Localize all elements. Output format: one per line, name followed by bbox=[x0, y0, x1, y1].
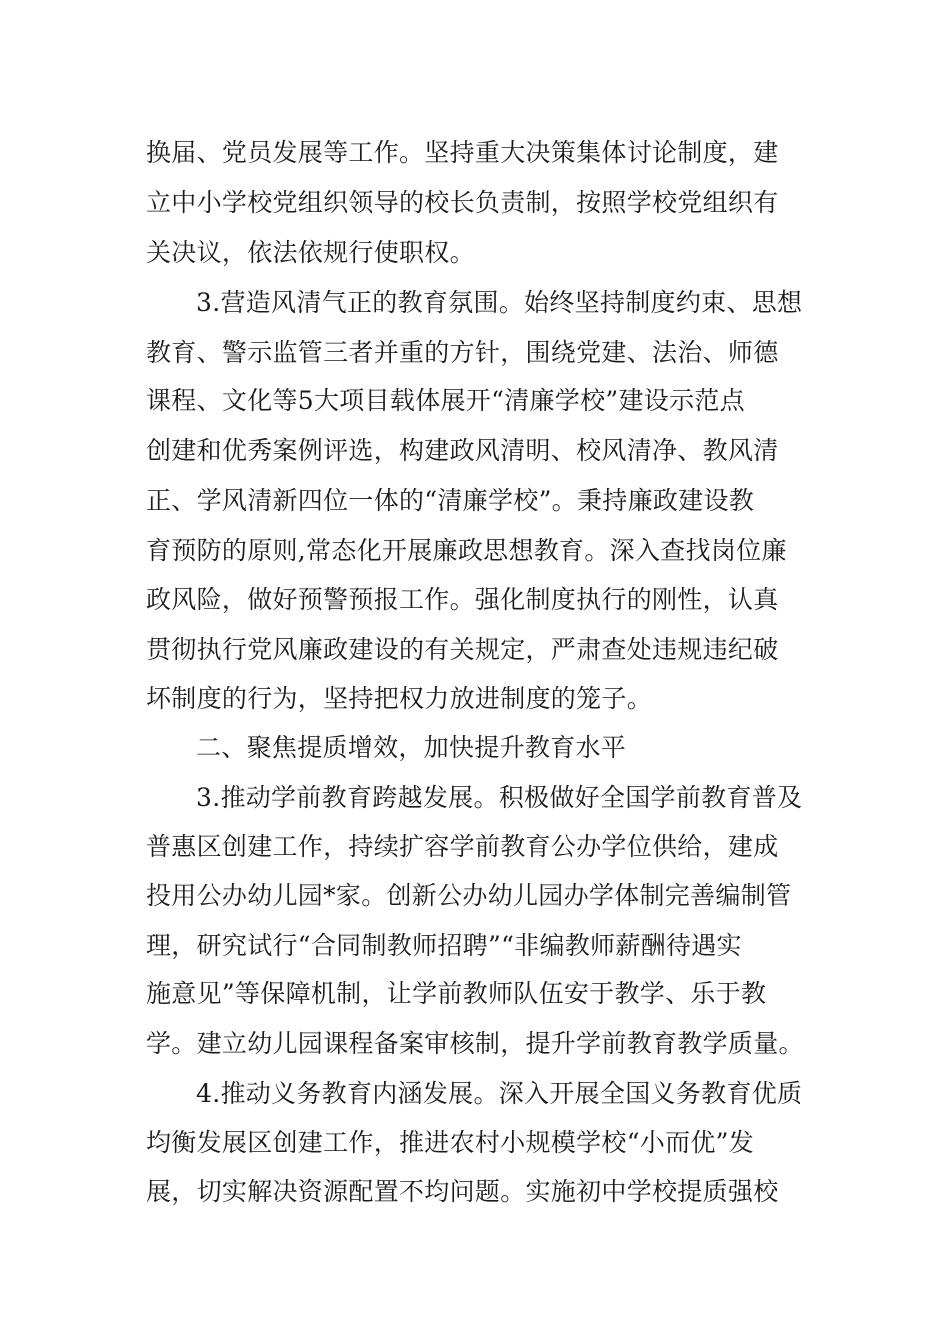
text-line: 课程、文化等5大项目载体展开“清廉学校”建设示范点 bbox=[146, 386, 745, 415]
text-line: 贯彻执行党风廉政建设的有关规定，严肃查处违规违纪破 bbox=[146, 635, 779, 664]
text-line: 政风险，做好预警预报工作。强化制度执行的刚性，认真 bbox=[146, 585, 779, 614]
text-line: 投用公办幼儿园*家。创新公办幼儿园办学体制完善编制管 bbox=[146, 881, 792, 910]
text-line: 坏制度的行为，坚持把权力放进制度的笼子。 bbox=[146, 684, 653, 713]
section-heading: 二、聚焦提质增效，加快提升教育水平 bbox=[196, 733, 627, 762]
text-line: 创建和优秀案例评选，构建政风清明、校风清净、教风清 bbox=[146, 436, 779, 465]
text-line: 正、学风清新四位一体的“清廉学校”。秉持廉政建设教 bbox=[146, 486, 755, 515]
text-line: 学。建立幼儿园课程备案审核制，提升学前教育教学质量。 bbox=[146, 1029, 804, 1058]
paragraph-start-line: 3.推动学前教育跨越发展。积极做好全国学前教育普及 bbox=[196, 783, 803, 812]
text-line: 理，研究试行“合同制教师招聘”“非编教师薪酬待遇实 bbox=[146, 931, 742, 960]
paragraph-start-line: 4.推动义务教育内涵发展。深入开展全国义务教育优质 bbox=[196, 1079, 803, 1108]
text-line: 普惠区创建工作，持续扩容学前教育公办学位供给，建成 bbox=[146, 832, 779, 861]
text-line: 展，切实解决资源配置不均问题。实施初中学校提质强校 bbox=[146, 1177, 779, 1206]
text-line: 教育、警示监管三者并重的方针，围绕党建、法治、师德 bbox=[146, 338, 779, 367]
text-line: 施意见”等保障机制，让学前教师队伍安于教学、乐于教 bbox=[146, 979, 767, 1008]
text-line: 换届、党员发展等工作。坚持重大决策集体讨论制度，建 bbox=[146, 138, 779, 167]
text-line: 均衡发展区创建工作，推进农村小规模学校“小而优”发 bbox=[146, 1128, 755, 1157]
text-line: 育预防的原则,常态化开展廉政思想教育。深入查找岗位廉 bbox=[146, 536, 787, 565]
paragraph-start-line: 3.营造风清气正的教育氛围。始终坚持制度约束、思想 bbox=[196, 288, 803, 317]
text-line: 立中小学校党组织领导的校长负责制，按照学校党组织有 bbox=[146, 188, 779, 217]
text-line: 关决议，依法依规行使职权。 bbox=[146, 238, 475, 267]
